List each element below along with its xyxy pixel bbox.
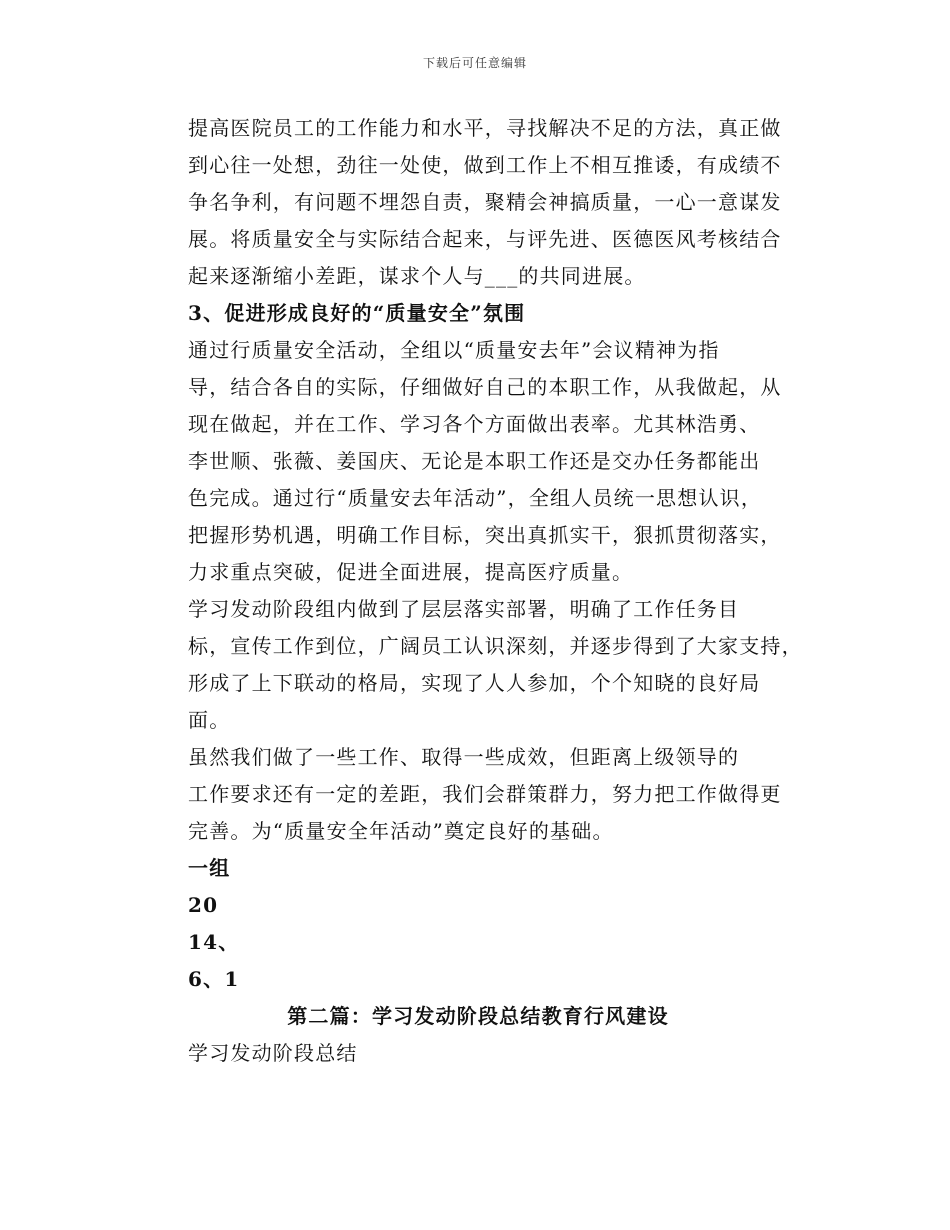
signature-date-part: 6、1 xyxy=(188,967,240,991)
text-line: 完善。为“质量安全年活动”奠定良好的基础。 xyxy=(188,819,614,843)
document-body xyxy=(188,110,828,1072)
text-line: 导，结合各自的实际，仔细做好自己的本职工作，从我做起，从 xyxy=(188,375,782,399)
text-line: 争名争利，有问题不埋怨自责，聚精会神搞质量，一心一意谋发 xyxy=(188,190,782,214)
text-line: 力求重点突破，促进全面进展，提高医疗质量。 xyxy=(188,560,634,584)
text-line: 把握形势机遇，明确工作目标，突出真抓实干，狠抓贯彻落实， xyxy=(188,523,782,547)
chapter-title: 第二篇：学习发动阶段总结教育行风建设 xyxy=(287,1004,669,1028)
text-line: 起来逐渐缩小差距，谋求个人与___的共同进展。 xyxy=(188,264,646,288)
text-line: 到心往一处想，劲往一处使，做到工作上不相互推诿，有成绩不 xyxy=(188,153,782,177)
section-heading: 3、促进形成良好的“质量安全”氛围 xyxy=(188,301,526,325)
text-line: 虽然我们做了一些工作、取得一些成效，但距离上级领导的 xyxy=(188,745,740,769)
text-line: 李世顺、张薇、姜国庆、无论是本职工作还是交办任务都能出 xyxy=(188,449,761,473)
signature-date-part: 14、 xyxy=(188,930,240,954)
signature-group: 一组 xyxy=(188,856,231,880)
chapter-first-line: 学习发动阶段总结 xyxy=(188,1041,358,1065)
signature-date-part: 20 xyxy=(188,893,219,917)
text-line: 学习发动阶段组内做到了层层落实部署，明确了工作任务目 xyxy=(188,597,740,621)
page-header: 下载后可任意编辑 xyxy=(422,56,527,70)
text-line: 面。 xyxy=(188,708,231,732)
text-line: 通过行质量安全活动，全组以“质量安去年”会议精神为指 xyxy=(188,338,720,362)
text-line: 现在做起，并在工作、学习各个方面做出表率。尤其林浩勇、 xyxy=(188,412,761,436)
text-line: 工作要求还有一定的差距，我们会群策群力，努力把工作做得更 xyxy=(188,782,782,806)
text-line: 色完成。通过行“质量安去年活动”，全组人员统一思想认识， xyxy=(188,486,763,510)
text-line: 形成了上下联动的格局，实现了人人参加，个个知晓的良好局 xyxy=(188,671,761,695)
text-line: 标，宣传工作到位，广阔员工认识深刻，并逐步得到了大家支持， xyxy=(188,634,803,658)
text-line: 展。将质量安全与实际结合起来，与评先进、医德医风考核结合 xyxy=(188,227,782,251)
text-line: 提高医院员工的工作能力和水平，寻找解决不足的方法，真正做 xyxy=(188,116,782,140)
